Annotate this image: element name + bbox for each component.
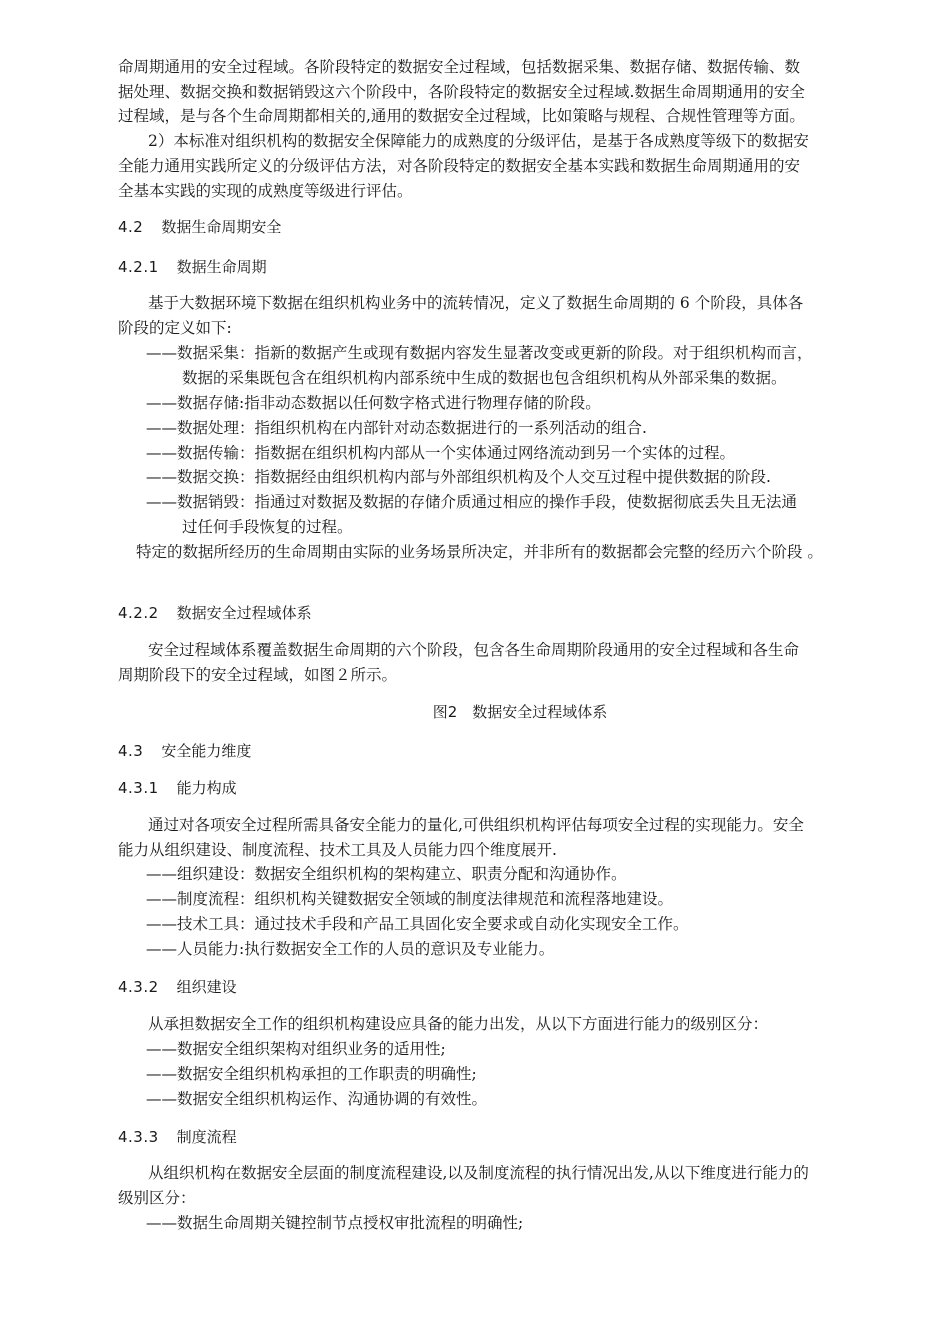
list-item: ——数据安全组织机构承担的工作职责的明确性; (146, 1065, 477, 1083)
section-title: 数据生命周期安全 (161, 218, 282, 236)
paragraph-line: 阶段的定义如下: (118, 319, 232, 337)
paragraph-line: 通过对各项安全过程所需具备安全能力的量化,可供组织机构评估每项安全过程的实现能力。安全 (148, 816, 804, 834)
section-title: 制度流程 (176, 1128, 237, 1146)
paragraph-line: 基于大数据环境下数据在组织机构业务中的流转情况，定义了数据生命周期的 6 个阶段，具体各 (148, 294, 804, 312)
section-heading-4-3-3 (118, 1126, 237, 1148)
list-item: ——数据处理：指组织机构在内部针对动态数据进行的一系列活动的组合. (146, 419, 647, 437)
paragraph-line: 级别区分： (118, 1189, 196, 1207)
paragraph-line: 周期阶段下的安全过程域，如图２所示。 (118, 666, 398, 684)
section-number: 4.3 (118, 742, 144, 760)
section-number: 4.2.1 (118, 258, 159, 276)
section-number: 4.3.3 (118, 1128, 159, 1146)
section-heading-4-2 (118, 216, 281, 238)
section-heading-4-3 (118, 740, 251, 762)
list-item: ——组织建设：数据安全组织机构的架构建立、职责分配和沟通协作。 (146, 865, 627, 883)
section-title: 数据生命周期 (176, 258, 267, 276)
paragraph-line: 安全过程域体系覆盖数据生命周期的六个阶段，包含各生命周期阶段通用的安全过程域和各生命 (148, 641, 800, 659)
section-heading-4-3-1 (118, 777, 237, 799)
list-item-continuation: 过任何手段恢复的过程。 (182, 518, 353, 536)
section-number: 4.2.2 (118, 604, 159, 622)
list-item: ——数据采集：指新的数据产生或现有数据内容发生显著改变或更新的阶段。对于组织机构而言， (146, 344, 813, 362)
list-item: ——数据交换：指数据经由组织机构内部与外部组织机构及个人交互过程中提供数据的阶段. (146, 468, 771, 486)
section-heading-4-2-2 (118, 602, 312, 624)
section-title: 能力构成 (176, 779, 237, 797)
list-item: ——制度流程：组织机构关键数据安全领域的制度法律规范和流程落地建设。 (146, 890, 674, 908)
paragraph-line: 命周期通用的安全过程域。各阶段特定的数据安全过程域，包括数据采集、数据存储、数据传输、数 (118, 58, 801, 76)
section-number: 4.3.1 (118, 779, 159, 797)
paragraph-line: 2）本标准对组织机构的数据安全保障能力的成熟度的分级评估，是基于各成熟度等级下的数据安 (148, 132, 809, 150)
list-item-continuation: 数据的采集既包含在组织机构内部系统中生成的数据也包含组织机构从外部采集的数据。 (182, 369, 787, 387)
list-item: ——人员能力:执行数据安全工作的人员的意识及专业能力。 (146, 940, 555, 958)
list-item: ——数据销毁：指通过对数据及数据的存储介质通过相应的操作手段，使数据彻底丢失且无法通 (146, 493, 798, 511)
paragraph-line: 过程域，是与各个生命周期都相关的,通用的数据安全过程域，比如策略与规程、合规性管理等方面。 (118, 107, 805, 125)
section-heading-4-2-1 (118, 256, 267, 278)
section-title: 安全能力维度 (161, 742, 252, 760)
section-number: 4.3.2 (118, 978, 159, 996)
section-title: 组织建设 (176, 978, 237, 996)
paragraph-line: 从承担数据安全工作的组织机构建设应具备的能力出发，从以下方面进行能力的级别区分： (148, 1015, 769, 1033)
list-item: ——数据安全组织机构运作、沟通协调的有效性。 (146, 1090, 488, 1108)
list-item: ——数据安全组织架构对组织业务的适用性; (146, 1040, 446, 1058)
paragraph-line: 特定的数据所经历的生命周期由实际的业务场景所决定，并非所有的数据都会完整的经历六个阶段 。 (136, 543, 823, 561)
figure-caption: 图2 数据安全过程域体系 (432, 703, 608, 721)
paragraph-line: 能力从组织建设、制度流程、技术工具及人员能力四个维度展开. (118, 841, 557, 859)
paragraph-line: 全能力通用实践所定义的分级评估方法，对各阶段特定的数据安全基本实践和数据生命周期通用的安 (118, 157, 801, 175)
section-number: 4.2 (118, 218, 144, 236)
paragraph-line: 据处理、数据交换和数据销毁这六个阶段中，各阶段特定的数据安全过程域.数据生命周期通用的安全 (118, 83, 805, 101)
paragraph-line: 从组织机构在数据安全层面的制度流程建设,以及制度流程的执行情况出发,从以下维度进行能力的 (148, 1164, 809, 1182)
paragraph-line: 全基本实践的实现的成熟度等级进行评估。 (118, 182, 413, 200)
list-item: ——数据传输：指数据在组织机构内部从一个实体通过网络流动到另一个实体的过程。 (146, 444, 736, 462)
list-item: ——数据生命周期关键控制节点授权审批流程的明确性; (146, 1214, 524, 1232)
section-heading-4-3-2 (118, 976, 237, 998)
section-title: 数据安全过程域体系 (176, 604, 312, 622)
list-item: ——技术工具：通过技术手段和产品工具固化安全要求或自动化实现安全工作。 (146, 915, 689, 933)
list-item: ——数据存储:指非动态数据以任何数字格式进行物理存储的阶段。 (146, 394, 601, 412)
